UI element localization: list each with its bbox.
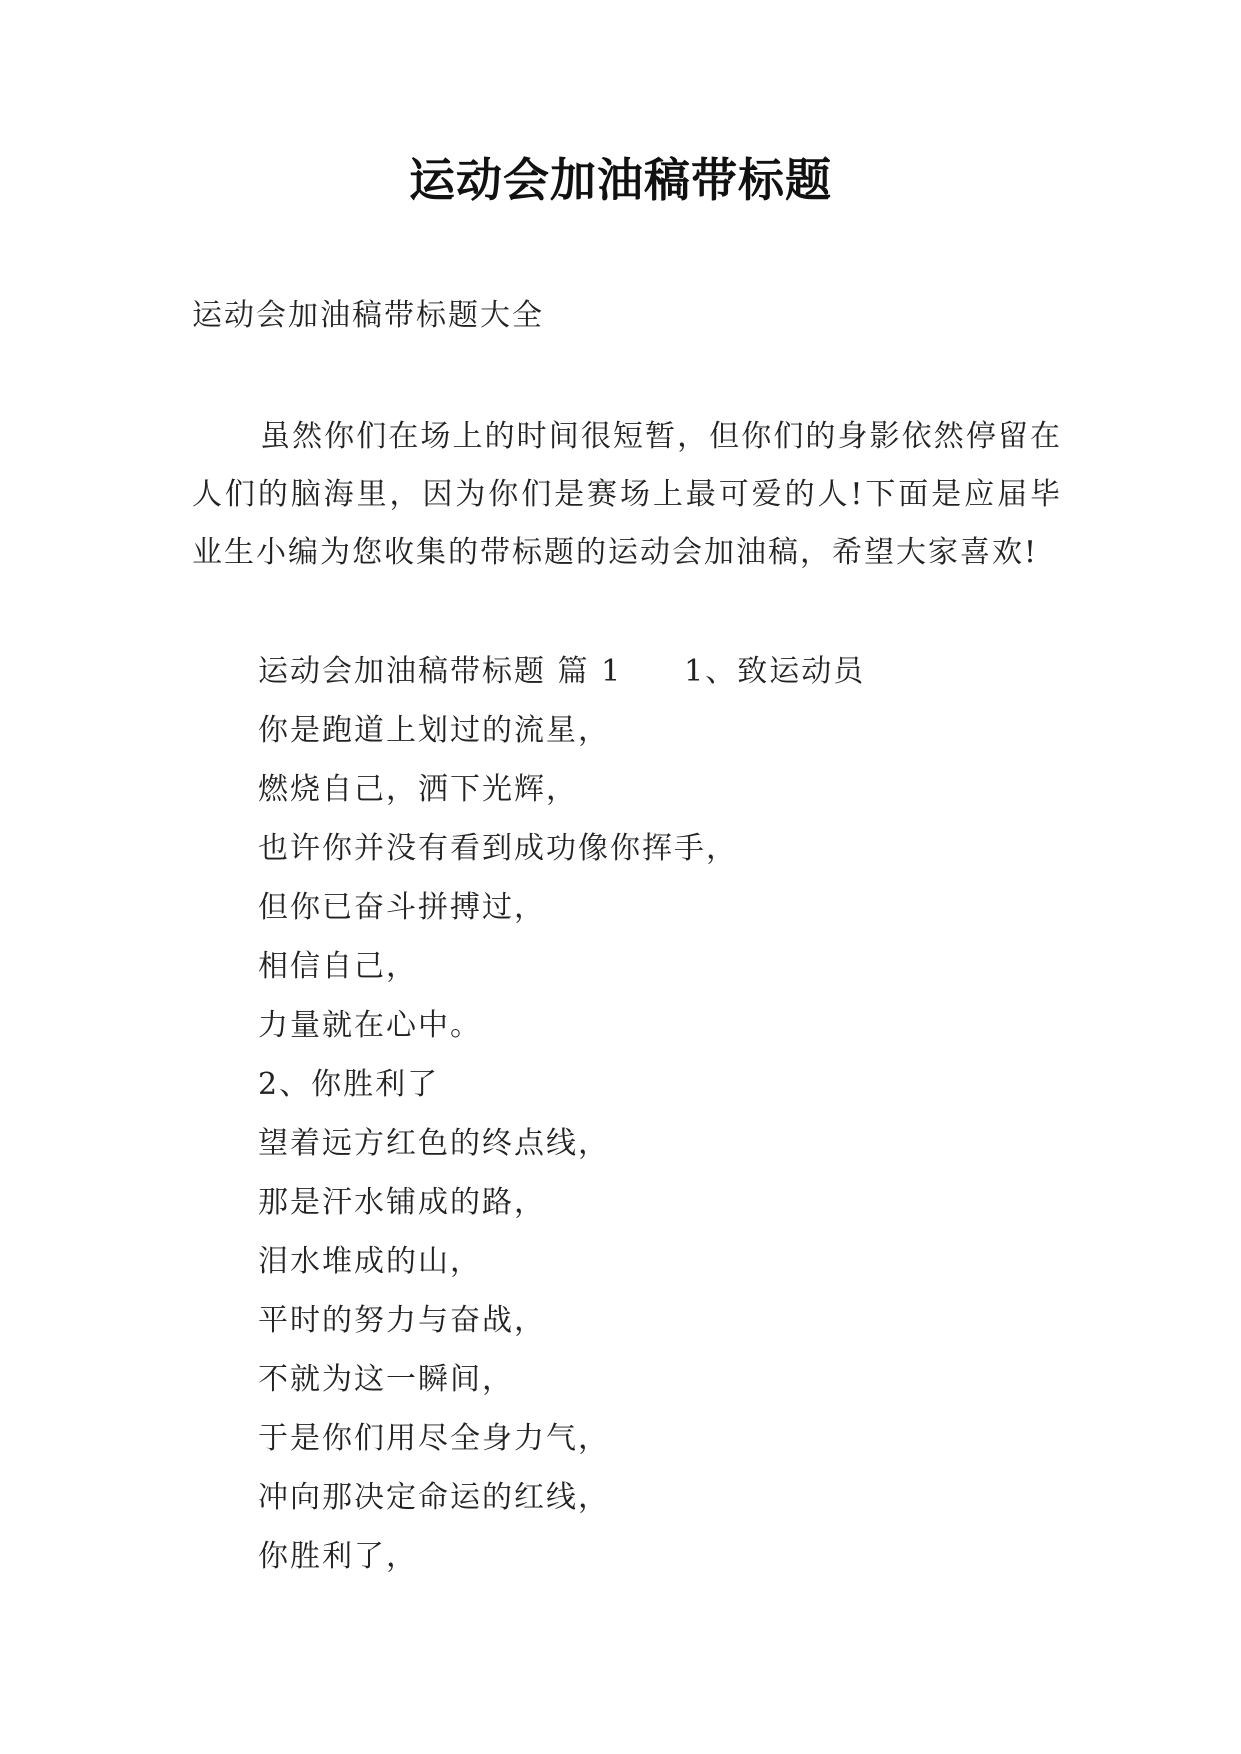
- poem-line: 那是汗水铺成的路，: [258, 1185, 546, 1220]
- poem-line: 于是你们用尽全身力气，: [258, 1421, 610, 1456]
- poem-line: 望着远方红色的终点线，: [258, 1126, 610, 1161]
- document-title: 运动会加油稿带标题: [409, 153, 832, 207]
- poem-line: 泪水堆成的山，: [258, 1244, 482, 1279]
- poem-line: 力量就在心中。: [258, 1008, 482, 1043]
- poem-text: [258, 642, 865, 1586]
- poem-line: 冲向那决定命运的红线，: [258, 1480, 610, 1515]
- section-heading: 运动会加油稿带标题 篇 1: [258, 654, 623, 689]
- section-heading-line: [258, 642, 865, 701]
- poem-line: 2、你胜利了: [258, 1067, 440, 1102]
- document-subtitle: 运动会加油稿带标题大全: [192, 298, 544, 333]
- intro-paragraph: 虽然你们在场上的时间很短暂，但你们的身影依然停留在人们的脑海里，因为你们是赛场上最可爱的人!下面是应届毕业生小编为您收集的带标题的运动会加油稿，希望大家喜欢!: [192, 419, 1062, 570]
- poem-line: 燃烧自己，洒下光辉，: [258, 772, 578, 807]
- poem-line: 不就为这一瞬间，: [258, 1362, 514, 1397]
- section-first-item: 1、致运动员: [684, 654, 866, 689]
- poem-line: 你是跑道上划过的流星，: [258, 713, 610, 748]
- poem-line: 也许你并没有看到成功像你挥手，: [258, 831, 738, 866]
- poem-line: 但你已奋斗拼搏过，: [258, 890, 546, 925]
- poem-line: 你胜利了，: [258, 1539, 418, 1574]
- poem-line: 平时的努力与奋战，: [258, 1303, 546, 1338]
- poem-line: 相信自己，: [258, 949, 418, 984]
